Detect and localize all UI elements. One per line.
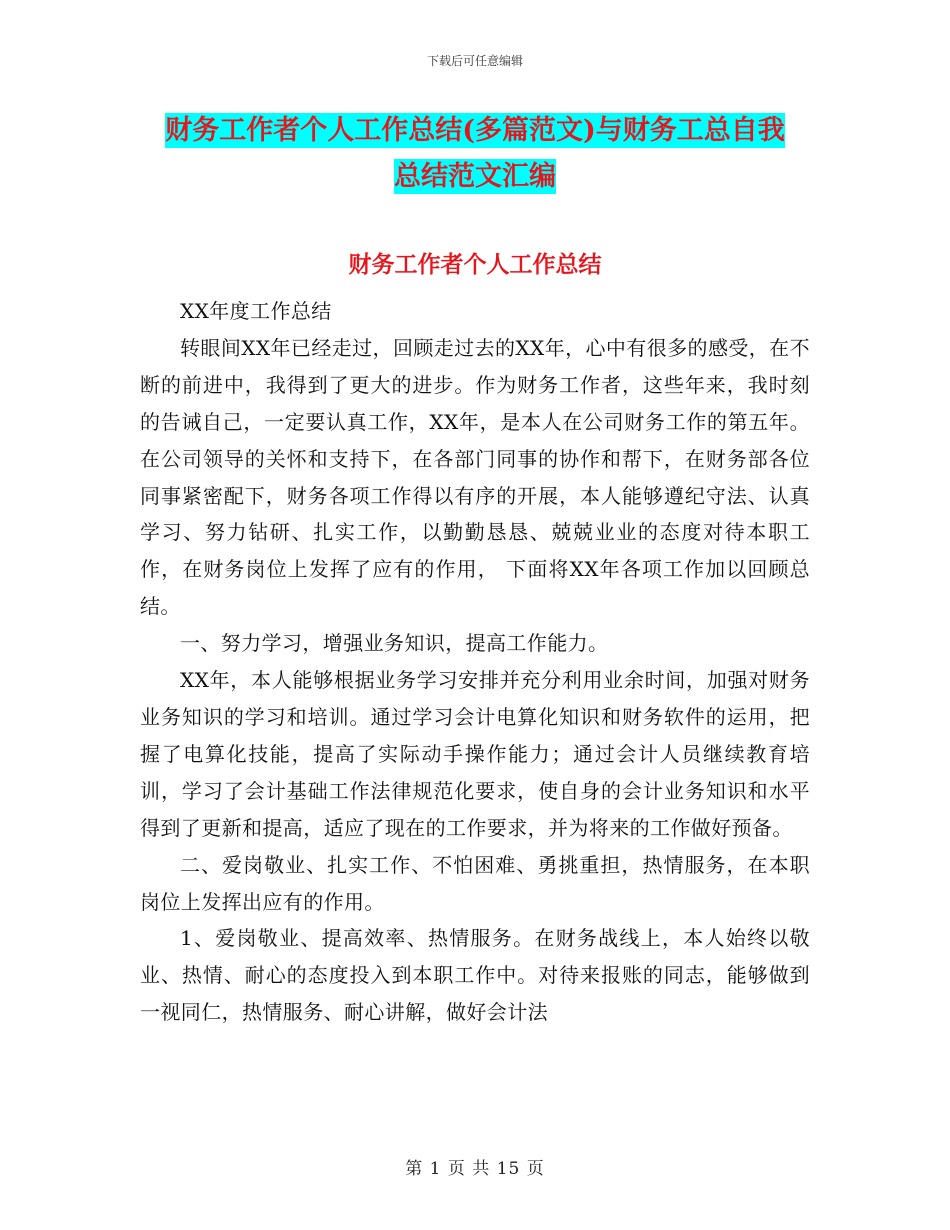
document-title bbox=[140, 108, 810, 200]
paragraph: XX年度工作总结 bbox=[180, 299, 332, 323]
section-title: 财务工作者个人工作总结 bbox=[348, 251, 602, 278]
paragraph: 一、努力学习，增强业务知识，提高工作能力。 bbox=[180, 631, 609, 656]
page-footer: 第 1 页 共 15 页 bbox=[405, 1159, 545, 1179]
title-line-1: 财务工作者个人工作总结(多篇范文)与财务工总自我 bbox=[165, 115, 785, 146]
body-text bbox=[140, 293, 810, 1031]
paragraph: 转眼间XX年已经走过，回顾走过去的XX年，心中有很多的感受，在不断的前进中，我得到了更大的进步。作为财务工作者，这些年来，我时刻的告诫自己，一定要认真工作，XX年，是本人在公司财务工作的第五年。在公司领导的关怀和支持下，在各部门同事的协作和帮下，在财务部各位同事紧密配下，财务各项工作得以有序的开展，本人能够遵纪守法、认真学习、努力钻研、扎实工作，以勤勤恳恳、兢兢业业的态度对待本职工作，在财务岗位上发挥了应有的作用， 下面将XX年各项工作加以回顾总结。 bbox=[140, 335, 810, 619]
header-note: 下载后可任意编辑 bbox=[426, 54, 523, 68]
paragraph: XX年，本人能够根据业务学习安排并充分利用业余时间，加强对财务业务知识的学习和培训。通过学习会计电算化知识和财务软件的运用，把握了电算化技能，提高了实际动手操作能力；通过会计人员继续教育培训，学习了会计基础工作法律规范化要求，使自身的会计业务知识和水平得到了更新和提高，适应了现在的工作要求，并为将来的工作做好预备。 bbox=[140, 668, 810, 840]
paragraph: 二、爱岗敬业、扎实工作、不怕困难、勇挑重担，热情服务，在本职岗位上发挥出应有的作用。 bbox=[140, 852, 810, 914]
title-line-2: 总结范文汇编 bbox=[394, 161, 556, 192]
paragraph: 1、爱岗敬业、提高效率、热情服务。在财务战线上，本人始终以敬业、热情、耐心的态度投入到本职工作中。对待来报账的同志，能够做到一视同仁，热情服务、耐心讲解，做好会计法 bbox=[140, 926, 810, 1025]
